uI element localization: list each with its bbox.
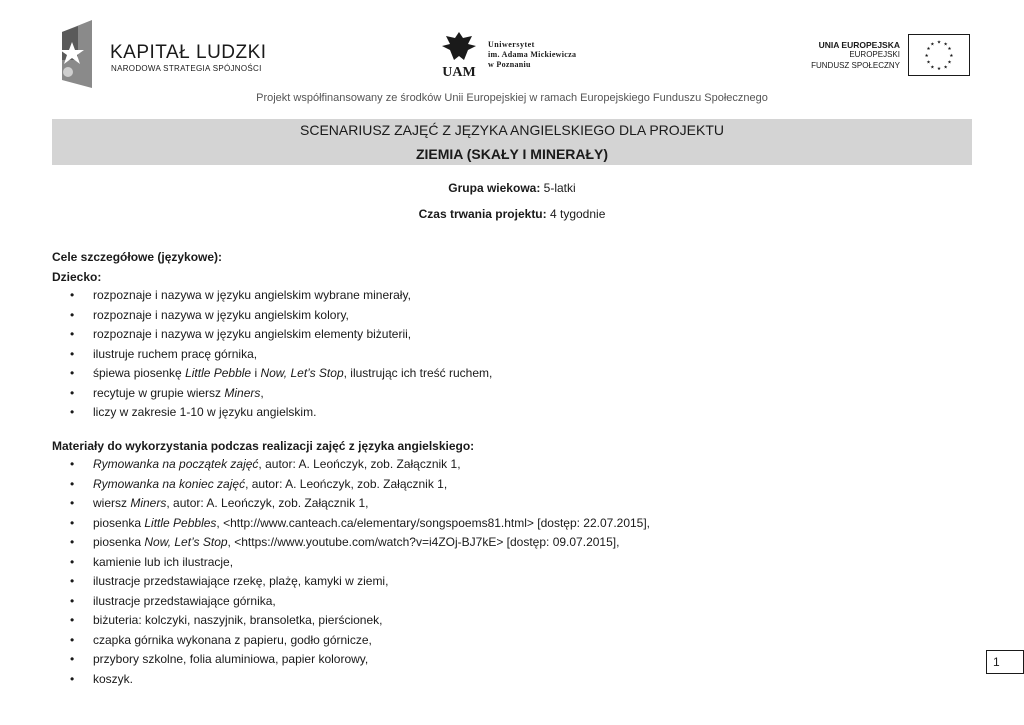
list-item: • recytuje w grupie wiersz Miners, bbox=[70, 384, 492, 404]
list-item: • rozpoznaje i nazywa w języku angielskim wybrane minerały, bbox=[70, 286, 492, 306]
svg-text:★: ★ bbox=[949, 53, 954, 59]
list-item: • przybory szkolne, folia aluminiowa, papier kolorowy, bbox=[70, 650, 650, 670]
project-duration bbox=[0, 207, 1024, 221]
svg-text:★: ★ bbox=[943, 42, 948, 48]
kapital-ludzki-subtitle: NARODOWA STRATEGIA SPÓJNOŚCI bbox=[111, 64, 262, 73]
list-item: • rozpoznaje i nazywa w języku angielskim kolory, bbox=[70, 306, 492, 326]
kapital-ludzki-title: KAPITAŁ LUDZKI bbox=[110, 42, 267, 63]
svg-text:★: ★ bbox=[947, 60, 952, 66]
document-title: SCENARIUSZ ZAJĘĆ Z JĘZYKA ANGIELSKIEGO DLA PROJEKTU bbox=[300, 122, 724, 138]
list-item: • piosenka Little Pebbles, <http://www.canteach.ca/elementary/songspoems81.html> [dostęp: 22.07.2015], bbox=[70, 514, 650, 534]
list-item: • rozpoznaje i nazywa w języku angielskim elementy biżuterii, bbox=[70, 325, 492, 345]
university-name-line3: w Poznaniu bbox=[488, 60, 531, 69]
age-group bbox=[0, 181, 1024, 195]
materials-heading: Materiały do wykorzystania podczas realizacji zajęć z języka angielskiego: bbox=[52, 439, 475, 453]
goals-list bbox=[70, 286, 492, 423]
list-item: • kamienie lub ich ilustracje, bbox=[70, 553, 650, 573]
svg-text:★: ★ bbox=[947, 47, 952, 53]
list-item: • piosenka Now, Let’s Stop, <https://www.youtube.com/watch?v=i4ZOj-BJ7kE> [dostęp: 09.07.2015], bbox=[70, 533, 650, 553]
eu-label-line1: UNIA EUROPEJSKA bbox=[818, 40, 900, 50]
svg-text:★: ★ bbox=[936, 40, 942, 46]
page-number: 1 bbox=[986, 650, 1024, 674]
list-item: • Rymowanka na początek zajęć, autor: A. Leończyk, zob. Załącznik 1, bbox=[70, 455, 650, 475]
duration-label: Czas trwania projektu: bbox=[418, 207, 547, 221]
svg-text:★: ★ bbox=[936, 67, 942, 73]
eu-flag-icon bbox=[908, 34, 970, 76]
document-subtitle: ZIEMIA (SKAŁY I MINERAŁY) bbox=[415, 146, 609, 162]
age-group-value: 5-latki bbox=[543, 181, 576, 195]
list-item: • ilustracje przedstawiające górnika, bbox=[70, 592, 650, 612]
list-item: • Rymowanka na koniec zajęć, autor: A. Leończyk, zob. Załącznik 1, bbox=[70, 475, 650, 495]
eu-label-line3: FUNDUSZ SPOŁECZNY bbox=[811, 61, 900, 70]
goals-subheading: Dziecko: bbox=[52, 270, 102, 284]
kapital-ludzki-logo-icon bbox=[58, 20, 94, 88]
list-item: • ilustruje ruchem pracę górnika, bbox=[70, 345, 492, 365]
materials-list bbox=[70, 455, 650, 689]
svg-text:★: ★ bbox=[924, 53, 929, 59]
list-item: • koszyk. bbox=[70, 670, 650, 690]
goals-heading: Cele szczegółowe (językowe): bbox=[52, 250, 223, 264]
duration-value: 4 tygodnie bbox=[549, 207, 606, 221]
list-item: • biżuteria: kolczyki, naszyjnik, bransoletka, pierścionek, bbox=[70, 611, 650, 631]
list-item: • wiersz Miners, autor: A. Leończyk, zob. Załącznik 1, bbox=[70, 494, 650, 514]
svg-text:★: ★ bbox=[930, 42, 935, 48]
university-name-line1: Uniwersytet bbox=[488, 40, 535, 49]
svg-text:★: ★ bbox=[943, 65, 948, 71]
cofinance-note: Projekt współfinansowany ze środków Unii Europejskiej w ramach Europejskiego Funduszu Społecznego bbox=[256, 92, 768, 104]
svg-text:★: ★ bbox=[926, 60, 931, 66]
eu-label-line2: EUROPEJSKI bbox=[849, 50, 900, 59]
uam-eagle-logo-icon bbox=[438, 30, 480, 80]
age-group-label: Grupa wiekowa: bbox=[448, 181, 541, 195]
svg-text:★: ★ bbox=[930, 65, 935, 71]
university-name-line2: im. Adama Mickiewicza bbox=[488, 50, 577, 59]
svg-text:★: ★ bbox=[926, 47, 931, 53]
uam-logo-text: UAM bbox=[442, 65, 476, 80]
list-item: • liczy w zakresie 1-10 w języku angielskim. bbox=[70, 403, 492, 423]
list-item: • ilustracje przedstawiające rzekę, plażę, kamyki w ziemi, bbox=[70, 572, 650, 592]
list-item: • czapka górnika wykonana z papieru, godło górnicze, bbox=[70, 631, 650, 651]
list-item: • śpiewa piosenkę Little Pebble i Now, Let’s Stop, ilustrując ich treść ruchem, bbox=[70, 364, 492, 384]
